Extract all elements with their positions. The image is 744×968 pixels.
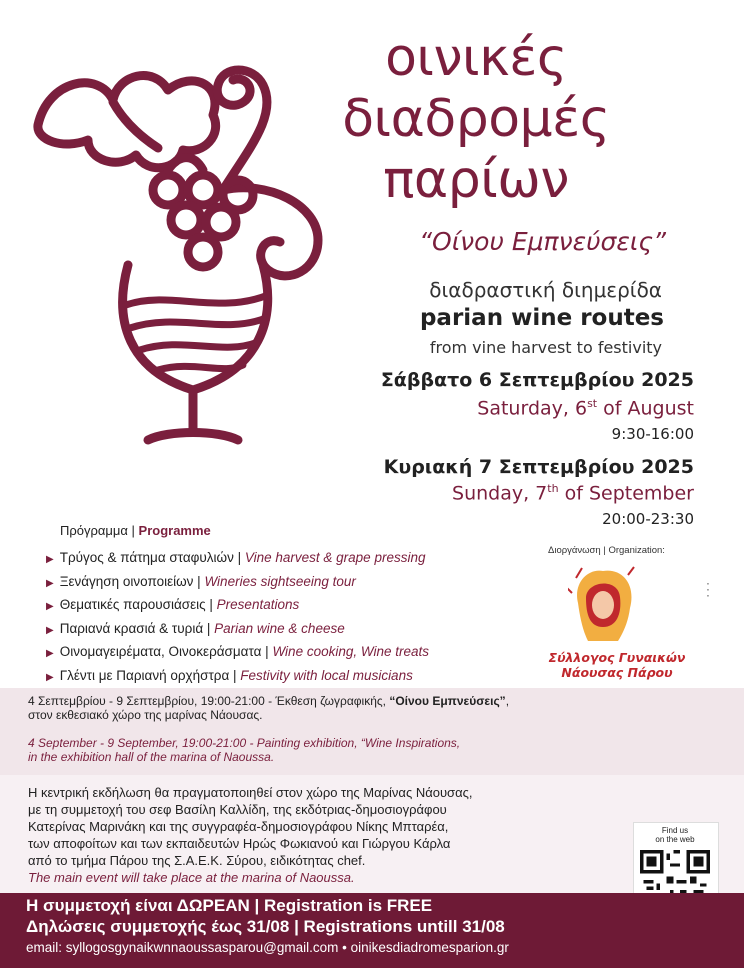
subtitle-quote: “Οίνου Εμπνεύσεις”: [419, 227, 666, 256]
programme-list: [46, 546, 429, 687]
day2-date-greek: Κυριακή 7 Σεπτεμβρίου 2025: [383, 456, 694, 478]
registration-deadline: Δηλώσεις συμμετοχής έως 31/08 | Registrations untill 31/08: [26, 917, 505, 936]
bullet-triangle-icon: ▶: [46, 671, 54, 683]
programme-heading: Πρόγραμμα | Programme: [60, 523, 211, 538]
info-text-greek: Η κεντρική εκδήλωση θα πραγματοποιηθεί στον χώρο της Μαρίνας Νάουσας, με τη συμμετοχή του σεφ Βασίλη Καλλίδη, της εκδότριας-δημοσιογράφου Κατερίνας Μαρινάκη και της συγγραφέα-δημοσιογράφου Νίκης Μπταρέα, των αποφοίτων και των εκπαιδευτών Ηρώς Φωκιανού και Γιώργου Κάρλα από το τμήμα Πάρου της Σ.Α.Ε.Κ. Σύρου, ειδικότητας chef.: [28, 785, 473, 868]
organizer-label: Διοργάνωση | Organization:: [548, 545, 665, 556]
list-item: ▶ Γλέντι με Παριανή ορχήστρα | Festivity with local musicians: [46, 667, 413, 683]
subtitle-english-tagline: from vine harvest to festivity: [429, 338, 662, 357]
list-item: ▶ Θεματικές παρουσιάσεις | Presentations: [46, 597, 300, 612]
day2-time: 20:00-23:30: [602, 510, 694, 528]
subtitle-english: parian wine routes: [419, 305, 664, 331]
vine-tendril: [217, 70, 267, 190]
day1-date-greek: Σάββατο 6 Σεπτεμβρίου 2025: [380, 369, 694, 391]
list-item: ▶ Παριανά κρασιά & τυριά | Parian wine & cheese: [46, 620, 345, 636]
qr-label: Find us on the web: [655, 826, 695, 844]
organizer-name: Σύλλογος Γυναικών Νάουσας Πάρου: [548, 650, 686, 680]
glass-base: [148, 433, 238, 441]
title-line-2: διαδρομές: [342, 89, 610, 149]
exhibition-text-english: 4 September - 9 September, 19:00-21:00 - Painting exhibition, “Wine Inspirations, in the exhibition hall of the marina of Naoussa.: [28, 736, 461, 764]
day1-time: 9:30-16:00: [611, 425, 694, 443]
contact-line[interactable]: email: syllogosgynaikwnnaoussasparou@gmail.com • oinikesdiadromesparion.gr: [26, 940, 509, 955]
bullet-triangle-icon: ▶: [46, 601, 54, 612]
title-line-3: παρίων: [383, 150, 569, 210]
organizer-logo-icon: [568, 563, 638, 643]
day2-date-english: Sunday, 7th of September: [452, 482, 694, 505]
list-item: ▶ Ξενάγηση οινοποιείων | Wineries sightseeing tour: [46, 573, 356, 589]
bullet-triangle-icon: ▶: [46, 624, 54, 636]
subtitle-greek: διαδραστική διημερίδα: [429, 278, 662, 302]
list-item: ▶ Τρύγος & πάτημα σταφυλιών | Vine harvest & grape pressing: [46, 550, 426, 565]
list-item: ▶ Οινομαγειρέματα, Οινοκεράσματα | Wine cooking, Wine treats: [46, 644, 430, 659]
bullet-triangle-icon: ▶: [46, 648, 54, 659]
day1-date-english: Saturday, 6st of August: [477, 397, 694, 420]
bullet-triangle-icon: ▶: [46, 577, 54, 589]
bullet-triangle-icon: ▶: [46, 554, 54, 565]
title-line-1: οινικές: [385, 28, 567, 88]
registration-free: Η συμμετοχή είναι ΔΩΡΕΑΝ | Registration is FREE: [26, 896, 433, 915]
info-text-english: The main event will take place at the marina of Naoussa.: [28, 870, 355, 885]
exhibition-text-greek: 4 Σεπτεμβρίου - 9 Σεπτεμβρίου, 19:00-21:00 - Έκθεση ζωγραφικής, “Οίνου Εμπνεύσεις”, στον εκθεσιακό χώρο της μαρίνας Νάουσας.: [28, 694, 510, 722]
event-title: [286, 28, 666, 211]
organizer-side-tag: ▪▪▪: [705, 580, 711, 598]
